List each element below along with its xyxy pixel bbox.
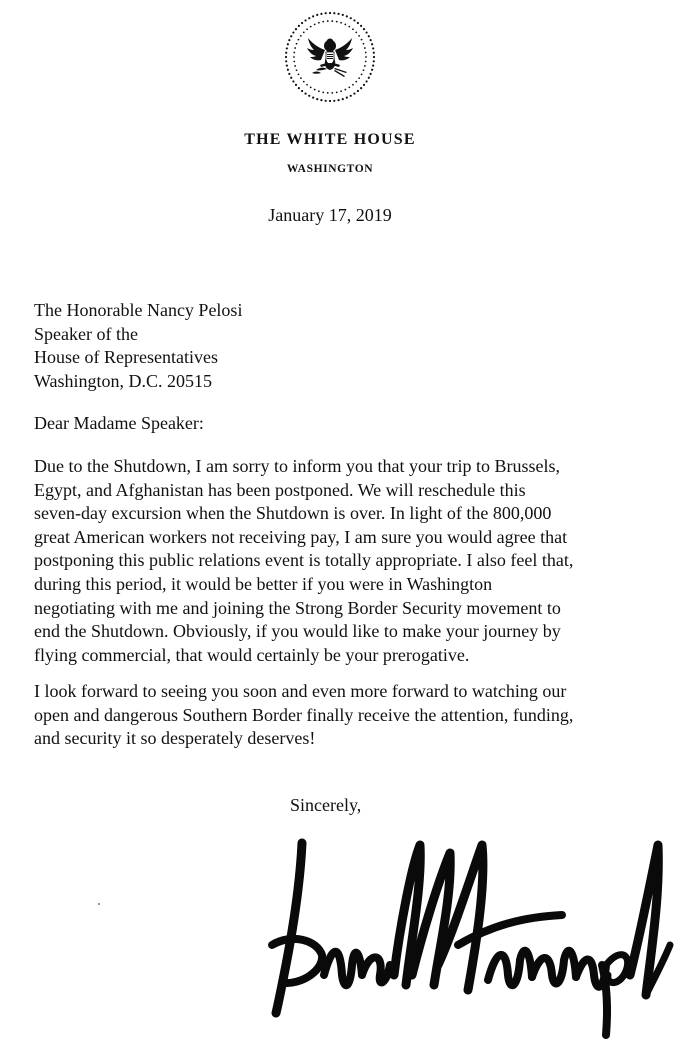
salutation: Dear Madame Speaker: <box>34 413 204 433</box>
paragraph-line: during this period, it would be better if you were in Washington <box>34 573 493 594</box>
paragraph-line: I look forward to seeing you soon and even more forward to watching our <box>34 681 567 701</box>
body-paragraph-2 <box>34 680 573 751</box>
paragraph-line: open and dangerous Southern Border finally receive the attention, funding, <box>34 704 574 725</box>
paragraph-line: Egypt, and Afghanistan has been postponed. We will reschedule this <box>34 479 526 500</box>
paragraph-line: end the Shutdown. Obviously, if you would like to make your journey by <box>34 621 561 642</box>
recipient-line: Speaker of the <box>34 323 138 344</box>
paragraph-line: and security it so desperately deserves! <box>34 728 316 749</box>
letterhead-subtitle: WASHINGTON <box>286 163 374 175</box>
paragraph-line: great American workers not receiving pay, I am sure you would agree that <box>34 526 568 547</box>
signature <box>262 825 682 1040</box>
paper-speck <box>98 903 100 905</box>
paragraph-line: Due to the Shutdown, I am sorry to inform you that your trip to Brussels, <box>34 456 560 476</box>
recipient-address <box>34 299 242 393</box>
body-paragraph-1 <box>34 455 573 667</box>
recipient-line: Washington, D.C. 20515 <box>34 370 213 391</box>
presidential-seal <box>283 10 377 104</box>
paragraph-line: negotiating with me and joining the Strong Border Security movement to <box>34 597 561 618</box>
paragraph-line: seven-day excursion when the Shutdown is over. In light of the 800,000 <box>34 503 552 524</box>
recipient-line: House of Representatives <box>34 347 218 368</box>
paragraph-line: flying commercial, that would certainly be your prerogative. <box>34 644 470 665</box>
recipient-line: The Honorable Nancy Pelosi <box>34 300 243 320</box>
closing: Sincerely, <box>290 795 362 815</box>
letterhead-title: THE WHITE HOUSE <box>244 131 416 148</box>
paragraph-line: postponing this public relations event is totally appropriate. I also feel that, <box>34 550 574 571</box>
letter-date: January 17, 2019 <box>268 205 392 225</box>
